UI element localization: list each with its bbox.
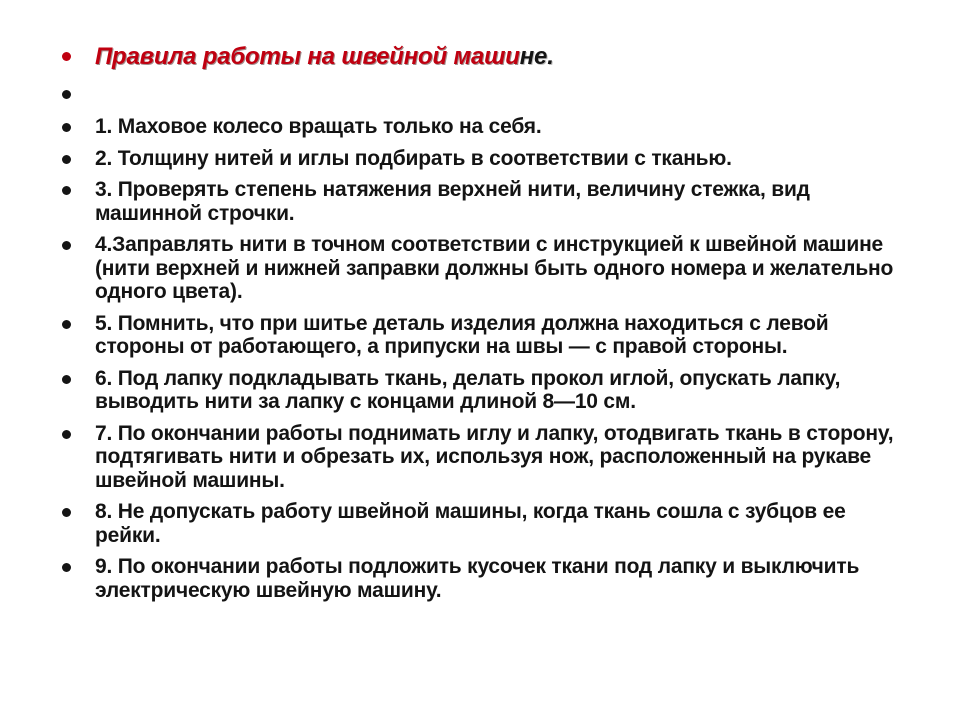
bullet-icon bbox=[62, 375, 71, 384]
list-item-text: 9. По окончании работы подложить кусочек ткани под лапку и выключить электрическую швейную машину. bbox=[95, 555, 860, 602]
list-item-text: 1. Маховое колесо вращать только на себя. bbox=[95, 115, 542, 138]
bullet-icon bbox=[62, 241, 71, 250]
list-item bbox=[56, 555, 906, 602]
bullet-icon bbox=[62, 430, 71, 439]
bullet-icon bbox=[62, 123, 71, 132]
empty-bullet-row bbox=[56, 82, 906, 105]
bullet-icon bbox=[62, 155, 71, 164]
bullet-icon bbox=[62, 320, 71, 329]
bullet-icon bbox=[62, 186, 71, 195]
bullet-icon bbox=[62, 90, 71, 99]
list-item-text: 6. Под лапку подкладывать ткань, делать прокол иглой, опускать лапку, выводить нити за лапку с концами длиной 8—10 см. bbox=[95, 366, 841, 413]
title-red-part: Правила работы на швейной маши bbox=[95, 43, 520, 70]
list-item bbox=[56, 233, 906, 304]
list-item-text: 2. Толщину нитей и иглы подбирать в соответствии с тканью. bbox=[95, 146, 732, 170]
list-item bbox=[56, 422, 906, 493]
list-item-text: 4.Заправлять нити в точном соответствии с инструкцией к швейной машине (нити верхней и нижней заправки должны быть одного номера и желательно одного цвета). bbox=[95, 233, 894, 303]
list-item bbox=[56, 312, 906, 359]
slide-title bbox=[95, 42, 554, 72]
list-item bbox=[56, 147, 906, 171]
bullet-icon bbox=[62, 508, 71, 517]
list-item-text: 5. Помнить, что при шитье деталь изделия должна находиться с левой стороны от работающего, а припуски на швы — с правой стороны. bbox=[95, 311, 829, 358]
title-dark-part: не. bbox=[519, 43, 554, 70]
slide-content bbox=[56, 42, 906, 610]
bullet-icon bbox=[62, 563, 71, 572]
title-row bbox=[56, 42, 906, 72]
list-item bbox=[56, 367, 906, 414]
list-item bbox=[56, 500, 906, 547]
list-item-text: 7. По окончании работы поднимать иглу и лапку, отодвигать ткань в сторону, подтягивать нити и обрезать их, используя нож, расположенный на рукаве швейной машины. bbox=[95, 421, 894, 492]
list-item-text: 3. Проверять степень натяжения верхней нити, величину стежка, вид машинной строчки. bbox=[95, 178, 810, 225]
list-item-text: 8. Не допускать работу швейной машины, когда ткань сошла с зубцов ее рейки. bbox=[95, 500, 846, 547]
list-item bbox=[56, 115, 906, 139]
list-item bbox=[56, 178, 906, 225]
red-bullet-icon bbox=[62, 52, 71, 61]
